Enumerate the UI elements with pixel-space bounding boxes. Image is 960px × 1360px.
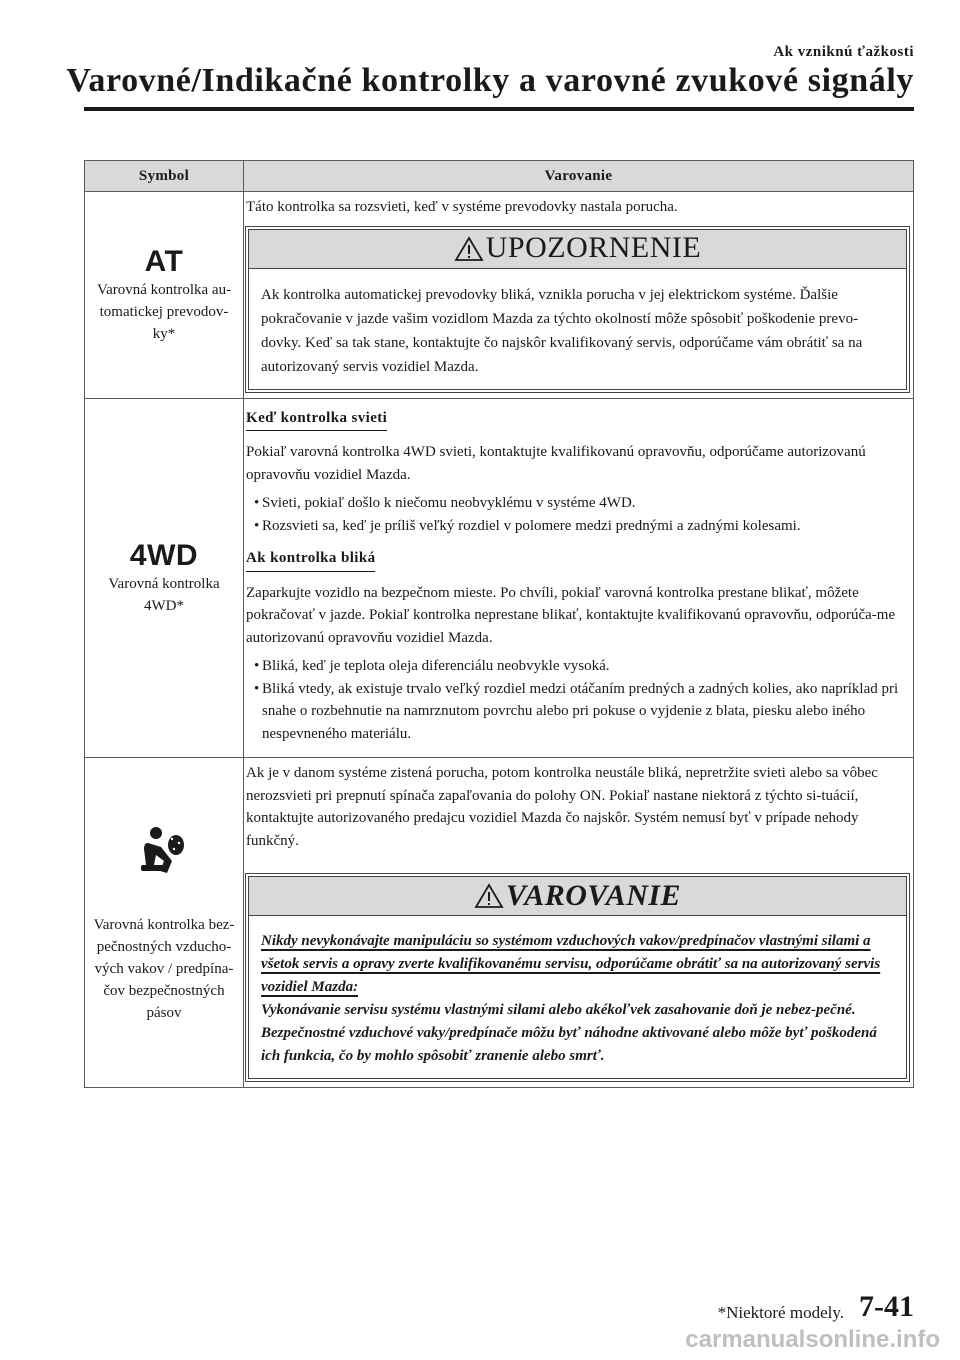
symbol-caption: Varovná kontrolka au-tomatickej prevodov-ky* — [96, 281, 232, 342]
at-warning-symbol: AT — [144, 244, 184, 278]
warning-box — [248, 876, 907, 1079]
description-cell — [244, 758, 914, 1088]
caution-box-header — [249, 230, 906, 269]
table-row — [85, 192, 914, 399]
subheading-light-on: Keď kontrolka svieti — [246, 407, 387, 432]
symbol-caption: Varovná kontrolka 4WD* — [108, 575, 220, 614]
warning-title: VAROVANIE — [505, 878, 682, 912]
description-cell — [244, 192, 914, 399]
page-number: 7-41 — [859, 1290, 914, 1323]
table-row — [85, 758, 914, 1088]
list-item: • Bliká vtedy, ak existuje trvalo veľký rozdiel medzi otáčaním predných a zadných kolies, ako napríklad pri snahe o rozbehnutie na namrznutom povrchu alebo pri pokuse o vyjdenie z blata, piesku alebo iného nespevneného materiálu. — [256, 678, 909, 746]
caution-title: UPOZORNENIE — [485, 231, 702, 265]
warning-box-header — [249, 877, 906, 916]
warning-triangle-icon — [454, 236, 484, 262]
footnote: *Niektoré modely. — [717, 1303, 844, 1322]
warning-triangle-icon — [474, 883, 504, 909]
section-title: Ak vzniknú ťažkosti — [773, 44, 914, 60]
list-item: • Rozsvieti sa, keď je príliš veľký rozdiel v polomere medzi prednými a zadnými kolesami. — [256, 515, 909, 538]
subheading-light-flashing: Ak kontrolka bliká — [246, 547, 375, 572]
list-item: • Bliká, keď je teplota oleja diferenciálu neobvykle vysoká. — [256, 655, 909, 678]
column-header-symbol: Symbol — [85, 161, 244, 192]
caution-box — [248, 229, 907, 390]
paragraph: Zaparkujte vozidlo na bezpečnom mieste. Po chvíli, pokiaľ varovná kontrolka prestane blikať, môžete pokračovať v jazde. Pokiaľ kontrolka neprestane blikať, kontaktujte kvalifikovanú opravovňu, odporúča-me autorizovanú opravovňu vozidiel Mazda. — [246, 584, 896, 646]
symbol-cell — [85, 192, 244, 399]
symbol-caption: Varovná kontrolka bez-pečnostných vzducho-vých vakov / predpína-čov bezpečnostných pásov — [93, 917, 235, 1022]
header-rule — [84, 107, 914, 111]
warning-text — [249, 916, 906, 1078]
paragraph: Pokiaľ varovná kontrolka 4WD svieti, kontaktujte kvalifikovanú opravovňu, odporúčame autorizovanú opravovňu vozidiel Mazda. — [246, 444, 866, 483]
caution-text: Ak kontrolka automatickej prevodovky bliká, vznikla porucha v jej elektrickom systéme. Ďalšie pokračovanie v jazde vašim vozidlom Mazda za týchto okolností môže spôsobiť poškodenie prevo-dovky. Keď sa tak stane, kontaktujte čo najskôr kvalifikovaný servis, odporúčame vám obrátiť sa na autorizovaný servis vozidiel Mazda. — [261, 286, 863, 375]
warning-text-underlined: Nikdy nevykonávajte manipuláciu so systémom vzduchových vakov/predpínačov vlastnými silami a všetok servis a opravy zverte kvalifikovanému servisu, odporúčame obrátiť sa na autorizovaný servis vozidiel Mazda: — [261, 933, 881, 995]
intro-text: Ak je v danom systéme zistená porucha, potom kontrolka neustále bliká, nepretržite svieti alebo sa vôbec nerozsvieti pri prepnutí spínača zapaľovania do polohy ON. Pokiaľ nastane niektorá z týchto si-tuácií, kontaktujte autorizovaného predajcu vozidiel Mazda čo najskôr. Systém nemusí byť v prípade nehody funkčný. — [246, 765, 878, 849]
intro-text: Táto kontrolka sa rozsvieti, keď v systéme prevodovky nastala porucha. — [246, 199, 678, 215]
description-cell — [244, 398, 914, 758]
warning-lights-table — [84, 160, 914, 1088]
page-title: Varovné/Indikačné kontrolky a varovné zvukové signály — [66, 62, 914, 99]
symbol-cell — [85, 398, 244, 758]
column-header-warning: Varovanie — [244, 161, 914, 192]
list-item: • Svieti, pokiaľ došlo k niečomu neobvyklému v systéme 4WD. — [256, 492, 909, 515]
airbag-seatbelt-icon — [134, 821, 194, 881]
bullet-list — [246, 655, 909, 745]
watermark: carmanualsonline.info — [685, 1326, 940, 1353]
symbol-cell — [85, 758, 244, 1088]
warning-text-rest: Vykonávanie servisu systému vlastnými silami alebo akékoľvek zasahovanie doň je nebez-pečné. Bezpečnostné vzduchové vaky/predpínače môžu byť náhodne aktivované alebo môže byť poškodená ich funkcia, čo by mohlo spôsobiť zranenie alebo smrť. — [261, 1002, 877, 1064]
4wd-warning-symbol: 4WD — [129, 538, 199, 572]
table-row — [85, 398, 914, 758]
bullet-list — [246, 492, 909, 537]
table-header-row — [85, 161, 914, 192]
